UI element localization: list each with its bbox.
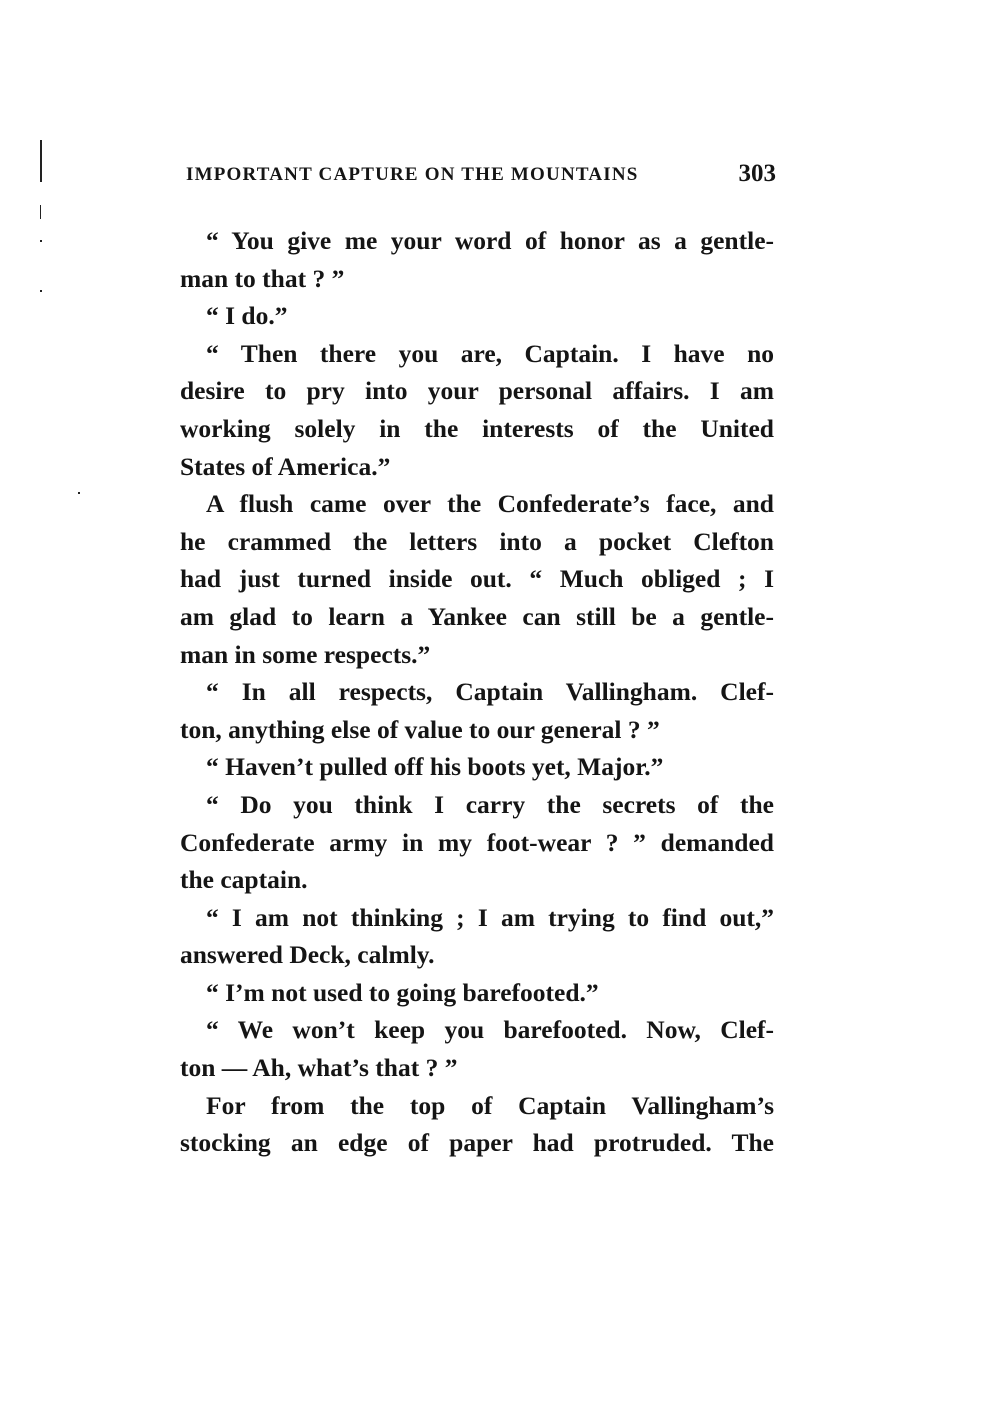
text-line: “ I do.” [206, 301, 288, 331]
text-line: man to that ? ” [180, 263, 345, 293]
text-line: “ In all respects, Captain Vallingham. Clef- [206, 677, 774, 707]
text-line: he crammed the letters into a pocket Clefton [180, 526, 774, 556]
text-line: States of America.” [180, 451, 391, 481]
text-line: “ We won’t keep you barefooted. Now, Clef- [206, 1015, 774, 1045]
body-text [180, 222, 774, 1162]
text-line: “ Haven’t pulled off his boots yet, Major.” [206, 752, 664, 782]
text-line: ton, anything else of value to our general ? ” [180, 714, 660, 744]
text-line: “ You give me your word of honor as a gentle- [206, 226, 774, 255]
running-title: IMPORTANT CAPTURE ON THE MOUNTAINS [186, 164, 639, 185]
text-line: A flush came over the Confederate’s face, and [206, 489, 774, 519]
text-line: working solely in the interests of the United [180, 413, 774, 443]
page-number: 303 [738, 160, 776, 187]
text-line: the captain. [180, 865, 308, 895]
text-line: am glad to learn a Yankee can still be a gentle- [180, 601, 774, 631]
text-line: “ Then there you are, Captain. I have no [206, 338, 774, 368]
margin-mark [78, 492, 80, 494]
margin-mark [40, 240, 42, 242]
text-line: “ I am not thinking ; I am trying to find out,” [206, 902, 774, 932]
text-line: “ I’m not used to going barefooted.” [206, 977, 599, 1007]
text-line: had just turned inside out. “ Much obliged ; I [180, 564, 774, 594]
text-line: Confederate army in my foot-wear ? ” demanded [180, 827, 774, 857]
margin-mark [40, 205, 41, 219]
text-line: “ Do you think I carry the secrets of the [206, 789, 774, 819]
margin-mark [40, 290, 42, 292]
text-line: stocking an edge of paper had protruded. The [180, 1128, 774, 1158]
text-line: man in some respects.” [180, 639, 431, 669]
margin-mark [40, 140, 42, 182]
page-header [186, 160, 776, 198]
text-line: answered Deck, calmly. [180, 940, 435, 970]
text-line: For from the top of Captain Vallingham’s [206, 1090, 774, 1120]
text-line: ton — Ah, what’s that ? ” [180, 1053, 458, 1083]
text-line: desire to pry into your personal affairs. I am [180, 376, 774, 406]
